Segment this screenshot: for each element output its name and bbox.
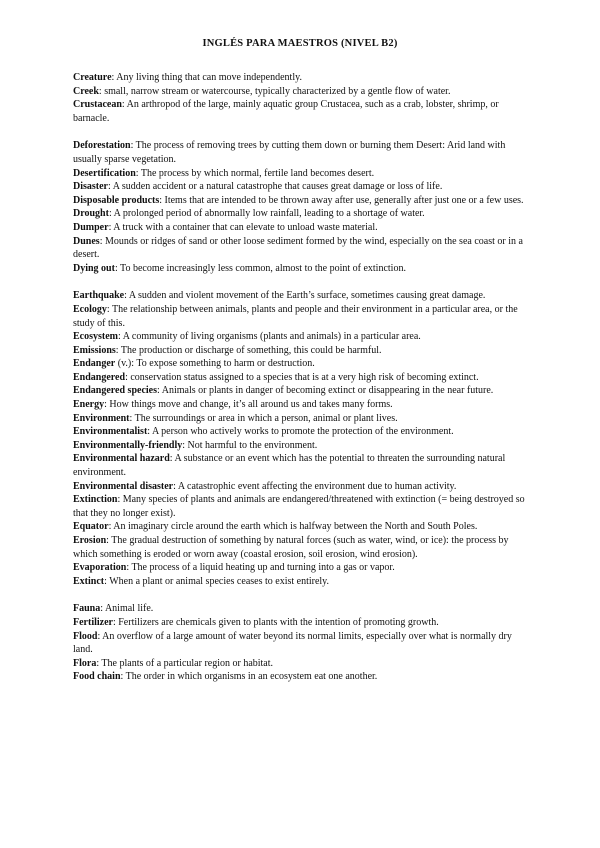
entry-term: Energy: [73, 399, 105, 411]
glossary-section-f: [73, 602, 525, 684]
entry-definition: : The process of removing trees by cutting them down or burning them Desert: Arid land with usually sparse vegetation.: [73, 140, 506, 165]
glossary-section-e: [73, 289, 525, 588]
entry-definition: : A catastrophic event affecting the environment due to human activity.: [173, 480, 457, 492]
glossary-entry: [73, 207, 525, 221]
glossary-entry: [73, 398, 525, 412]
glossary-entry: [73, 670, 525, 684]
entry-definition: : A person who actively works to promote the protection of the environment.: [147, 426, 454, 438]
glossary-entry: [73, 630, 525, 657]
entry-definition: : How things move and change, it’s all around us and takes many forms.: [104, 399, 393, 411]
entry-definition: : conservation status assigned to a species that is at a very high risk of becoming extinct.: [125, 371, 479, 383]
entry-term: Desertification: [73, 167, 136, 179]
entry-definition: : Many species of plants and animals are endangered/threatened with extinction (= being destroyed so that they no longer exist).: [73, 494, 525, 519]
glossary-entry: [73, 139, 525, 166]
entry-definition: : A sudden accident or a natural catastrophe that causes great damage or loss of life.: [108, 181, 443, 193]
entry-term: Environmentally-friendly: [73, 439, 183, 451]
entry-definition: : Fertilizers are chemicals given to plants with the intention of promoting growth.: [112, 616, 439, 628]
glossary-entry: [73, 480, 525, 494]
entry-definition: : The gradual destruction of something by natural forces (such as water, wind, or ice): the process by which something is eroded or worn away (coastal erosion, soil erosion, wind erosion).: [73, 535, 509, 560]
page-title: INGLÉS PARA MAESTROS (NIVEL B2): [202, 38, 398, 49]
entry-definition: : small, narrow stream or watercourse, typically characterized by a gentle flow of water.: [98, 85, 451, 97]
entry-definition: : A truck with a container that can elevate to unload waste material.: [108, 221, 378, 233]
entry-definition: : Mounds or ridges of sand or other loose sediment formed by the wind, especially on the sea coast or in a desert.: [73, 235, 523, 261]
entry-definition: : Not harmful to the environment.: [182, 439, 318, 451]
glossary-entry: [73, 657, 525, 671]
entry-term: Extinction: [73, 494, 118, 506]
entry-term: Environmentalist: [73, 426, 148, 438]
entry-definition: : Animal life.: [100, 603, 154, 615]
glossary-entry: [73, 289, 525, 303]
entry-term: Fertilizer: [73, 616, 113, 628]
entry-definition: : A community of living organisms (plants and animals) in a particular area.: [118, 331, 421, 343]
entry-term: Food chain: [73, 671, 121, 683]
entry-term: Endangered: [73, 371, 126, 383]
entry-definition: : An overflow of a large amount of water beyond its normal limits, especially over what is normally dry land.: [73, 630, 512, 656]
entry-term: Crustacean: [73, 99, 122, 111]
glossary-entry: [73, 98, 525, 125]
glossary-entry: [73, 452, 525, 479]
glossary-entry: [73, 194, 525, 208]
glossary-entry: [73, 439, 525, 453]
glossary-entry: [73, 167, 525, 181]
entry-term: Erosion: [73, 535, 107, 546]
entry-term: Endangered species: [73, 385, 157, 397]
entry-definition: : The production or discharge of something, this could be harmful.: [115, 344, 382, 356]
entry-definition: : A substance or an event which has the potential to threaten the surrounding natural environment.: [73, 453, 506, 479]
entry-definition: : The surroundings or area in which a person, animal or plant lives.: [129, 412, 398, 424]
entry-term: Flood: [73, 630, 98, 642]
glossary-entry: [73, 534, 525, 561]
glossary-entry: [73, 330, 525, 344]
entry-term: Environmental hazard: [73, 453, 170, 465]
entry-definition: : The order in which organisms in an ecosystem eat one another.: [120, 671, 378, 683]
glossary-entry: [73, 493, 525, 520]
entry-term: Creature: [73, 72, 112, 83]
entry-definition: : A prolonged period of abnormally low rainfall, leading to a shortage of water.: [108, 208, 425, 220]
glossary-entry: [73, 520, 525, 534]
glossary-section-d: [73, 139, 525, 275]
entry-term: Flora: [73, 657, 97, 669]
entry-term: Dunes: [73, 235, 100, 247]
entry-term: Equator: [73, 521, 109, 533]
entry-definition: : When a plant or animal species ceases to exist entirely.: [104, 575, 330, 587]
entry-definition: : The relationship between animals, plants and people and their environment in a particular area, or the study of this.: [73, 303, 518, 329]
glossary-entry: [73, 425, 525, 439]
entry-definition: : An arthropod of the large, mainly aquatic group Crustacea, such as a crab, lobster, shrimp, or barnacle.: [73, 99, 499, 124]
entry-definition: : The process by which normal, fertile land becomes desert.: [135, 167, 375, 179]
entry-term: Environmental disaster: [73, 480, 174, 492]
glossary-entry: [73, 371, 525, 385]
glossary-entry: [73, 575, 525, 589]
glossary-entry: [73, 357, 525, 371]
entry-term: Disaster: [73, 181, 108, 193]
entry-term: Environment: [73, 412, 130, 424]
entry-term: Emissions: [73, 344, 116, 356]
glossary-entry: [73, 262, 525, 276]
entry-term: Evaporation: [73, 562, 127, 574]
entry-term: Endanger: [73, 358, 116, 370]
glossary-entry: [73, 85, 525, 99]
glossary-entry: [73, 235, 525, 262]
glossary: [73, 71, 525, 698]
entry-definition: : Animals or plants in danger of becoming extinct or disappearing in the near future.: [157, 385, 494, 397]
entry-term: Ecology: [73, 303, 107, 315]
entry-term: Earthquake: [73, 290, 125, 302]
glossary-entry: [73, 303, 525, 330]
entry-definition: : An imaginary circle around the earth which is halfway between the North and South Poles.: [108, 521, 478, 533]
glossary-entry: [73, 602, 525, 616]
entry-term: Deforestation: [73, 140, 131, 152]
glossary-entry: [73, 561, 525, 575]
glossary-entry: [73, 344, 525, 358]
glossary-section-c: [73, 71, 525, 125]
glossary-entry: [73, 71, 525, 85]
entry-definition: : Items that are intended to be thrown away after use, generally after just one or a few uses.: [159, 194, 524, 206]
entry-definition: : The process of a liquid heating up and turning into a gas or vapor.: [126, 562, 395, 574]
entry-term: Creek: [73, 85, 99, 97]
entry-term: Extinct: [73, 575, 105, 587]
glossary-entry: [73, 221, 525, 235]
glossary-entry: [73, 412, 525, 426]
glossary-entry: [73, 384, 525, 398]
entry-definition: (v.): To expose something to harm or destruction.: [115, 358, 315, 370]
entry-definition: : To become increasingly less common, almost to the point of extinction.: [114, 262, 406, 274]
glossary-entry: [73, 180, 525, 194]
glossary-entry: [73, 616, 525, 630]
entry-term: Fauna: [73, 603, 101, 615]
entry-term: Drought: [73, 208, 109, 220]
entry-definition: : The plants of a particular region or habitat.: [96, 657, 274, 669]
entry-term: Disposable products: [73, 194, 160, 206]
entry-definition: : Any living thing that can move independently.: [111, 72, 302, 83]
entry-term: Dying out: [73, 262, 115, 274]
entry-definition: : A sudden and violent movement of the Earth’s surface, sometimes causing great damage.: [124, 290, 486, 302]
entry-term: Ecosystem: [73, 331, 118, 343]
entry-term: Dumper: [73, 221, 109, 233]
